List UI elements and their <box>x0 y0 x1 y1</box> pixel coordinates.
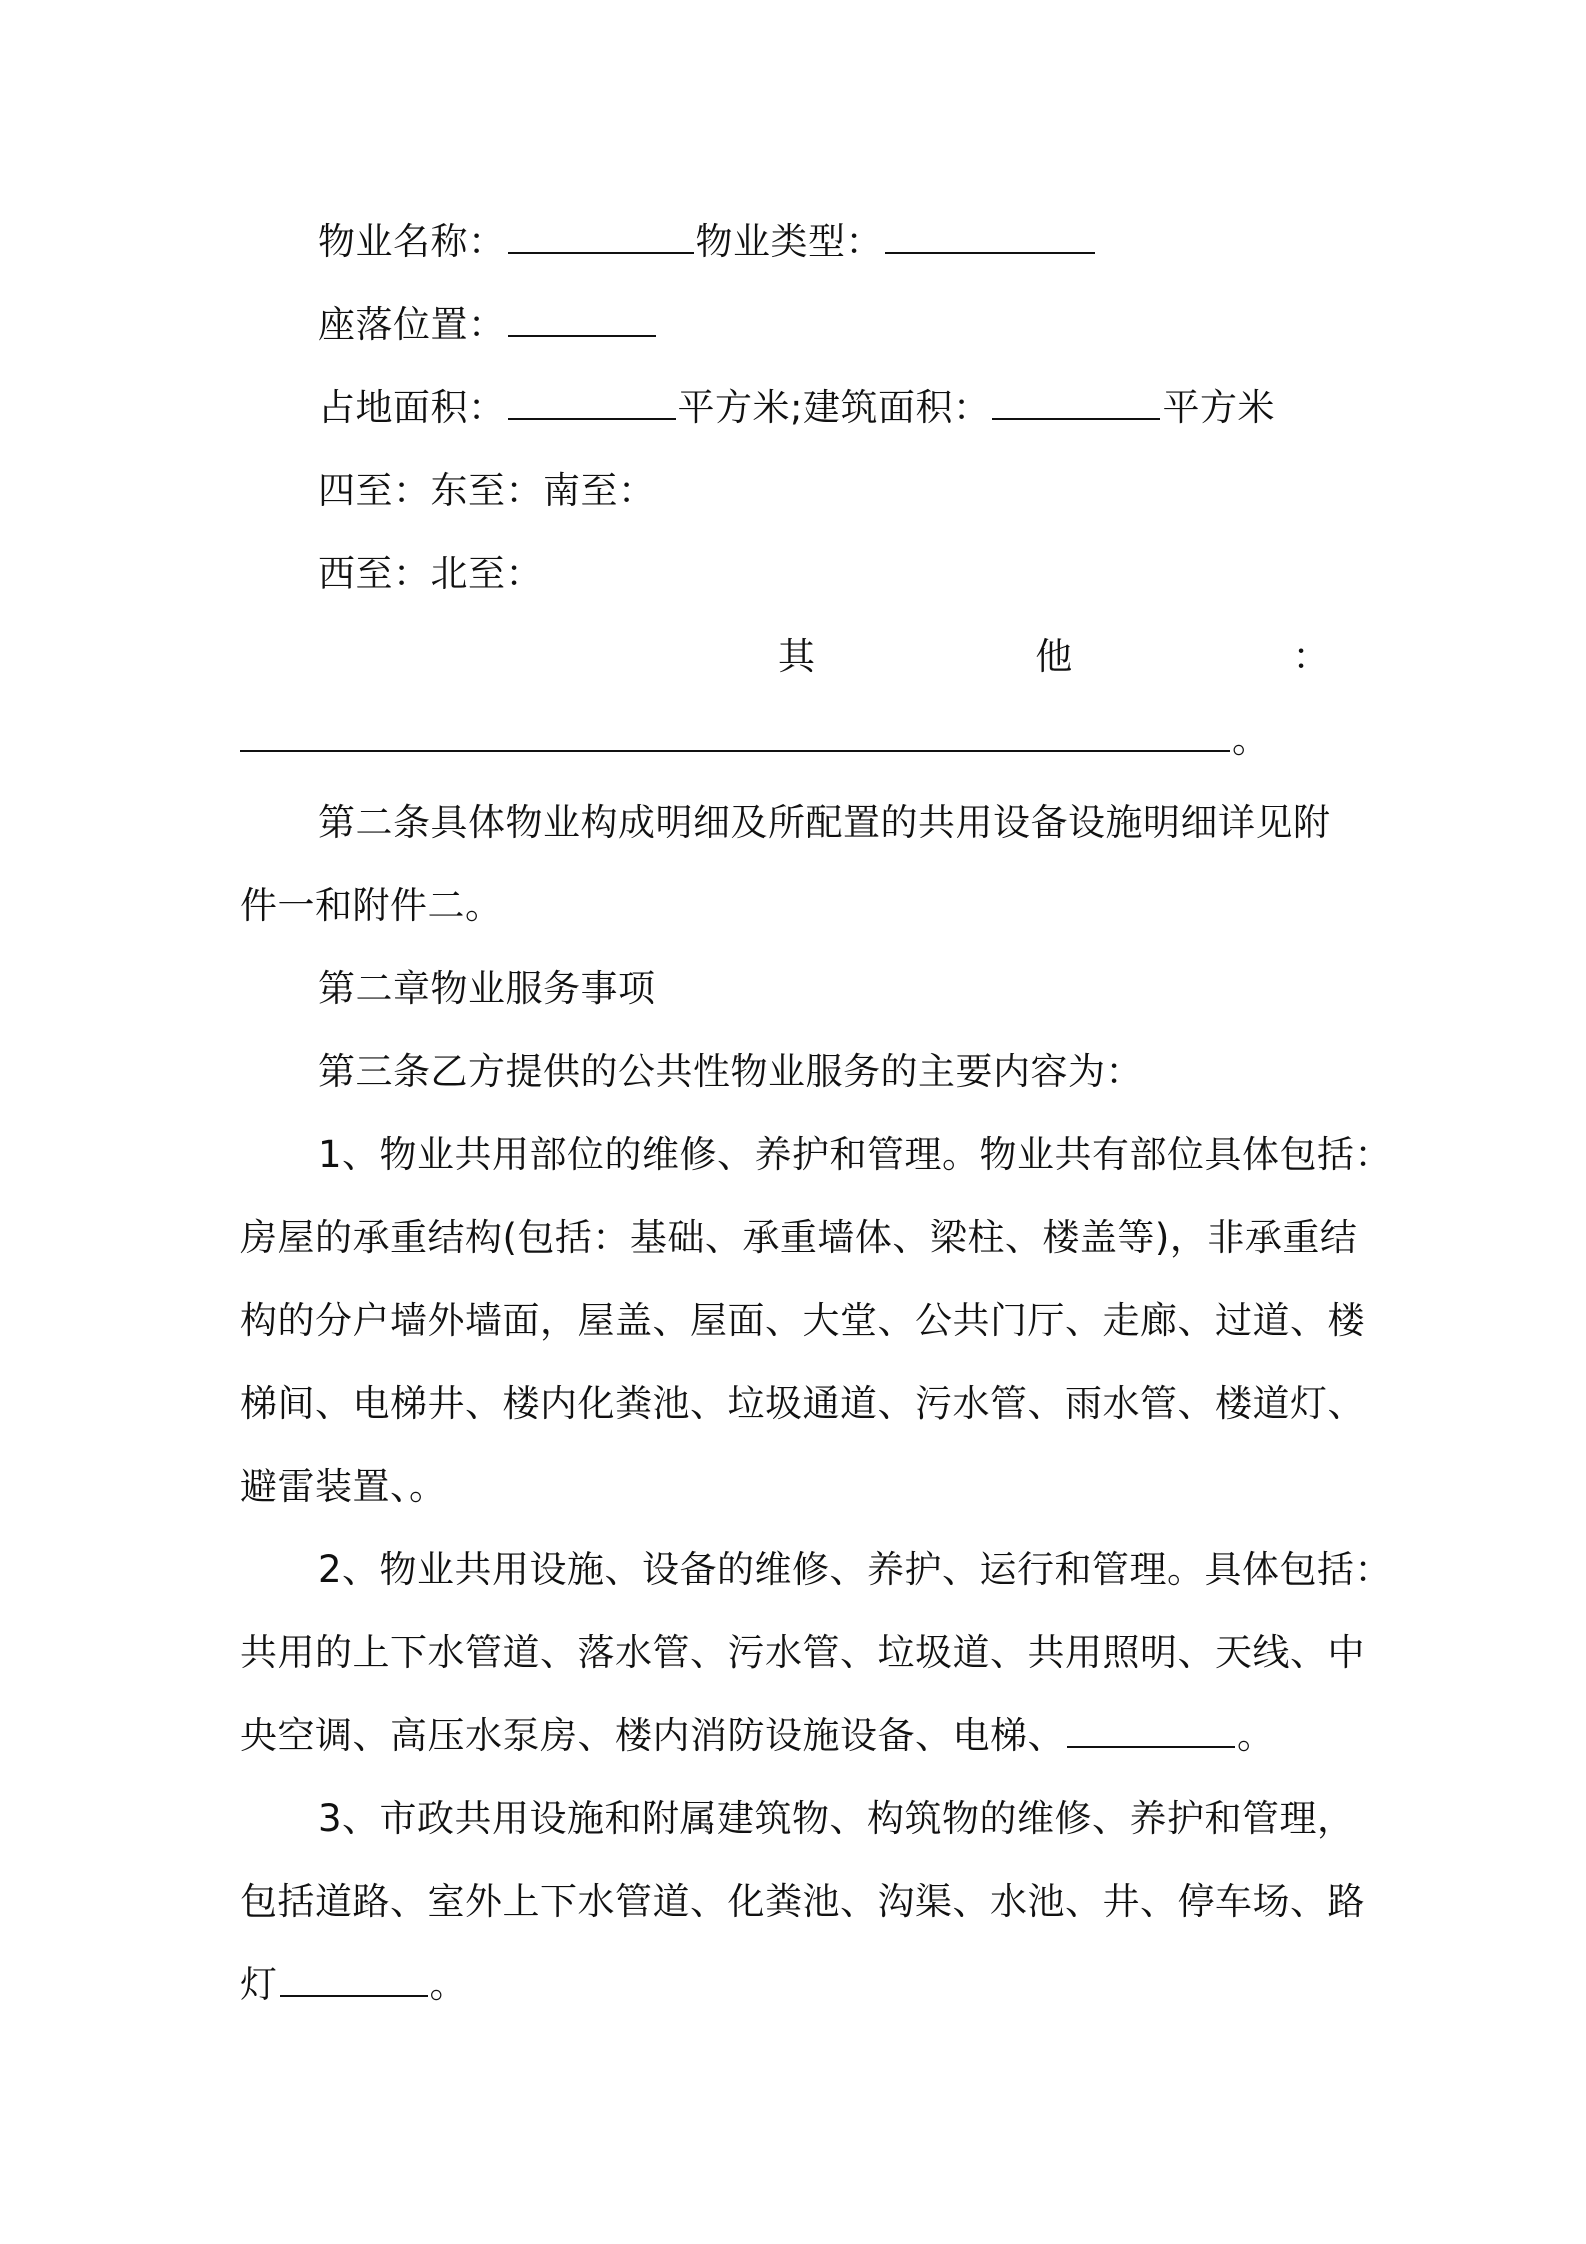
article-2-text-2: 件一和附件二。 <box>240 884 503 927</box>
item-1-text-3: 构的分户墙外墙面，屋盖、屋面、大堂、公共门厅、走廊、过道、楼 <box>240 1299 1365 1342</box>
item-2-blank[interactable] <box>1067 1720 1235 1748</box>
area-line <box>240 366 1350 449</box>
item-2-line-3 <box>240 1694 1350 1777</box>
land-area-blank[interactable] <box>508 392 676 420</box>
item-3-end-mark: 。 <box>429 1963 467 2006</box>
item-3-text-1: 3、市政共用设施和附属建筑物、构筑物的维修、养护和管理， <box>318 1797 1355 1840</box>
item-3-line-2 <box>240 1860 1365 1943</box>
article-2-line-1 <box>240 781 1350 864</box>
other-char-2: 他 <box>1035 635 1073 678</box>
building-area-unit: 平方米 <box>1162 386 1275 429</box>
item-2-text-3: 央空调、高压水泵房、楼内消防设施设备、电梯、 <box>240 1714 1065 1757</box>
other-blank-line <box>240 698 1350 781</box>
other-char-3: ： <box>1292 635 1330 678</box>
property-type-blank[interactable] <box>885 226 1095 254</box>
item-3-line-1 <box>240 1777 1355 1860</box>
article-3-intro-line <box>240 1030 1350 1113</box>
chapter-2-title-line <box>240 947 1350 1030</box>
other-end-mark: 。 <box>1232 718 1270 761</box>
building-area-blank[interactable] <box>992 392 1160 420</box>
land-area-label: 占地面积： <box>318 386 506 429</box>
property-name-type-line <box>240 200 1350 283</box>
location-blank[interactable] <box>508 309 656 337</box>
building-area-label: 建筑面积： <box>802 386 991 429</box>
other-char-1: 其 <box>778 635 816 678</box>
item-2-end-mark: 。 <box>1237 1714 1275 1757</box>
item-3-text-3: 灯 <box>240 1963 278 2006</box>
item-2-line-2 <box>240 1611 1365 1694</box>
location-label: 座落位置： <box>318 303 506 346</box>
boundaries-east-south: 四至：东至：南至： <box>318 469 656 512</box>
item-1-line-3 <box>240 1279 1365 1362</box>
item-3-line-3 <box>240 1943 1350 2026</box>
boundaries-line-1 <box>240 449 1350 532</box>
item-2-text-1: 2、物业共用设施、设备的维修、养护、运行和管理。具体包括： <box>318 1548 1393 1591</box>
article-3-intro: 第三条乙方提供的公共性物业服务的主要内容为： <box>318 1050 1143 1093</box>
boundaries-west-north: 西至：北至： <box>318 552 543 595</box>
item-2-line-1 <box>240 1528 1393 1611</box>
item-3-blank[interactable] <box>280 1969 428 1997</box>
land-area-unit: 平方米; <box>677 386 803 429</box>
item-1-line-2 <box>240 1196 1358 1279</box>
property-name-blank[interactable] <box>508 226 694 254</box>
other-label-line <box>240 615 1350 698</box>
property-type-label: 物业类型： <box>695 220 883 263</box>
item-1-line-4 <box>240 1362 1365 1445</box>
other-blank[interactable] <box>240 724 1230 752</box>
item-1-text-5: 避雷装置、。 <box>240 1465 447 1508</box>
item-1-line-1 <box>240 1113 1393 1196</box>
item-1-text-1: 1、物业共用部位的维修、养护和管理。物业共有部位具体包括： <box>318 1133 1393 1176</box>
item-1-line-5 <box>240 1445 1350 1528</box>
article-2-text-1: 第二条具体物业构成明细及所配置的共用设备设施明细详见附 <box>318 801 1331 844</box>
article-2-line-2 <box>240 864 1350 947</box>
item-2-text-2: 共用的上下水管道、落水管、污水管、垃圾道、共用照明、天线、中 <box>240 1631 1365 1674</box>
boundaries-line-2 <box>240 532 1350 615</box>
item-3-text-2: 包括道路、室外上下水管道、化粪池、沟渠、水池、井、停车场、路 <box>240 1880 1365 1923</box>
item-1-text-4: 梯间、电梯井、楼内化粪池、垃圾通道、污水管、雨水管、楼道灯、 <box>240 1382 1365 1425</box>
property-name-label: 物业名称： <box>318 220 506 263</box>
location-line <box>240 283 1350 366</box>
chapter-2-title: 第二章物业服务事项 <box>318 967 656 1010</box>
item-1-text-2: 房屋的承重结构(包括：基础、承重墙体、梁柱、楼盖等)，非承重结 <box>240 1216 1358 1259</box>
document-content <box>240 200 1393 2026</box>
